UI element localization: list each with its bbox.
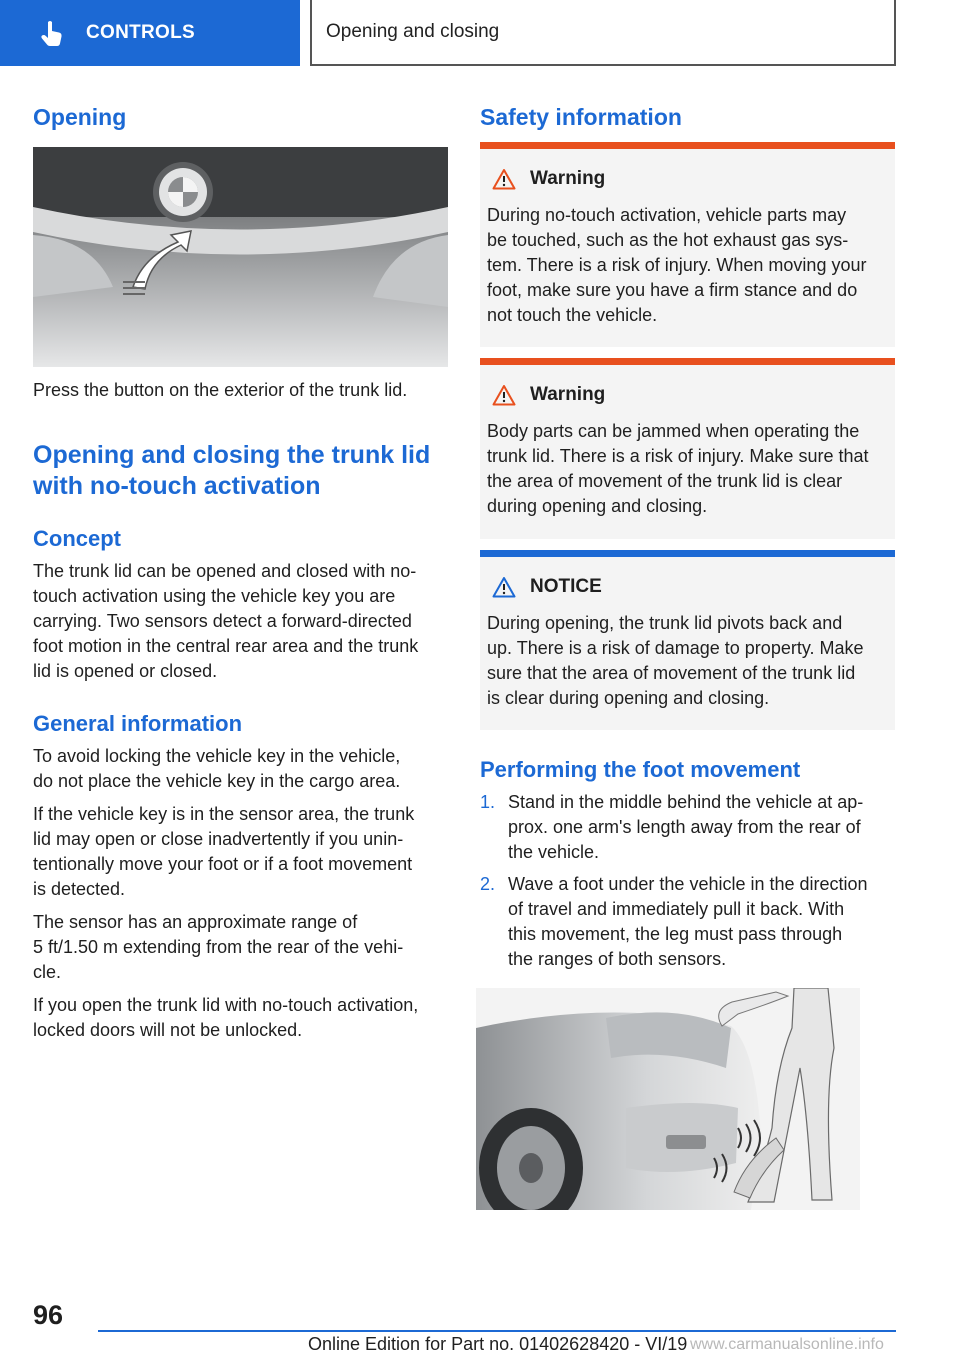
notice-triangle-icon <box>492 576 516 598</box>
section-tab[interactable] <box>0 0 300 66</box>
warning-title: Warning <box>492 384 605 406</box>
section-label: CONTROLS <box>86 22 196 43</box>
steps-list <box>480 790 895 979</box>
watermark: www.carmanualsonline.info <box>690 1336 884 1353</box>
warning-bar <box>480 142 895 149</box>
foot-movement-heading: Performing the foot movement <box>480 757 801 782</box>
footer-divider <box>98 1330 896 1332</box>
notice-box <box>480 550 895 730</box>
warning-box-2 <box>480 358 895 539</box>
general-paragraph-2: If the vehicle key is in the sensor area, the trunk lid may open or close inadvertently if you unin- tentionally move your foot or if a foot movement is detected. <box>33 804 415 899</box>
warning-triangle-icon <box>492 384 516 406</box>
concept-heading: Concept <box>33 526 121 551</box>
opening-heading: Opening <box>33 104 127 130</box>
main-heading-line2: with no-touch activation <box>33 472 321 500</box>
general-paragraph-1: To avoid locking the vehicle key in the vehicle, do not place the vehicle key in the cargo area. <box>33 746 401 791</box>
warning-box-1 <box>480 142 895 347</box>
general-paragraph-3: The sensor has an approximate range of 5 ft/1.50 m extending from the rear of the vehi- cle. <box>33 912 404 982</box>
hand-pointer-icon <box>38 19 66 47</box>
warning-text: Body parts can be jammed when operating the trunk lid. There is a risk of injury. Make sure that the area of movement of the trunk lid is clear during opening and closing. <box>487 421 869 516</box>
page-number: 96 <box>33 1300 64 1330</box>
list-item: 1. Stand in the middle behind the vehicle at ap- prox. one arm's length away from the rear of the vehicle. <box>480 792 864 862</box>
step-number: 1. <box>480 792 496 812</box>
main-heading-line1: Opening and closing the trunk lid <box>33 441 431 469</box>
warning-title: Warning <box>492 168 605 190</box>
foot-movement-illustration <box>476 988 860 1210</box>
opening-caption: Press the button on the exterior of the trunk lid. <box>33 380 408 400</box>
notice-bar <box>480 550 895 557</box>
concept-text: The trunk lid can be opened and closed with no- touch activation using the vehicle key you are carrying. Two sensors detect a forward-directed foot motion in the central rear area and the trunk lid is opened or closed. <box>33 561 419 681</box>
notice-text: During opening, the trunk lid pivots back and up. There is a risk of damage to property. Make sure that the area of movement of the trunk lid is clear during opening and closing. <box>487 613 864 708</box>
notice-title: NOTICE <box>492 576 602 598</box>
warning-bar <box>480 358 895 365</box>
chapter-header <box>310 0 896 66</box>
general-heading: General information <box>33 711 243 736</box>
chapter-title: Opening and closing <box>326 21 500 42</box>
list-item: 2. Wave a foot under the vehicle in the direction of travel and immediately pull it back. With this movement, the leg must pass through the ranges of both sensors. <box>480 874 868 969</box>
warning-triangle-icon <box>492 168 516 190</box>
footer-edition: Online Edition for Part no. 01402628420 - VI/19 <box>308 1334 688 1354</box>
safety-heading: Safety information <box>480 104 682 130</box>
general-paragraph-4: If you open the trunk lid with no-touch activation, locked doors will not be unlocked. <box>33 995 419 1040</box>
main-heading <box>33 440 430 502</box>
trunk-button-illustration <box>33 147 448 367</box>
warning-text: During no-touch activation, vehicle parts may be touched, such as the hot exhaust gas sys- tem. There is a risk of injury. When moving your foot, make sure you have a firm stance and do not touch the vehicle. <box>487 205 867 325</box>
step-number: 2. <box>480 874 496 894</box>
